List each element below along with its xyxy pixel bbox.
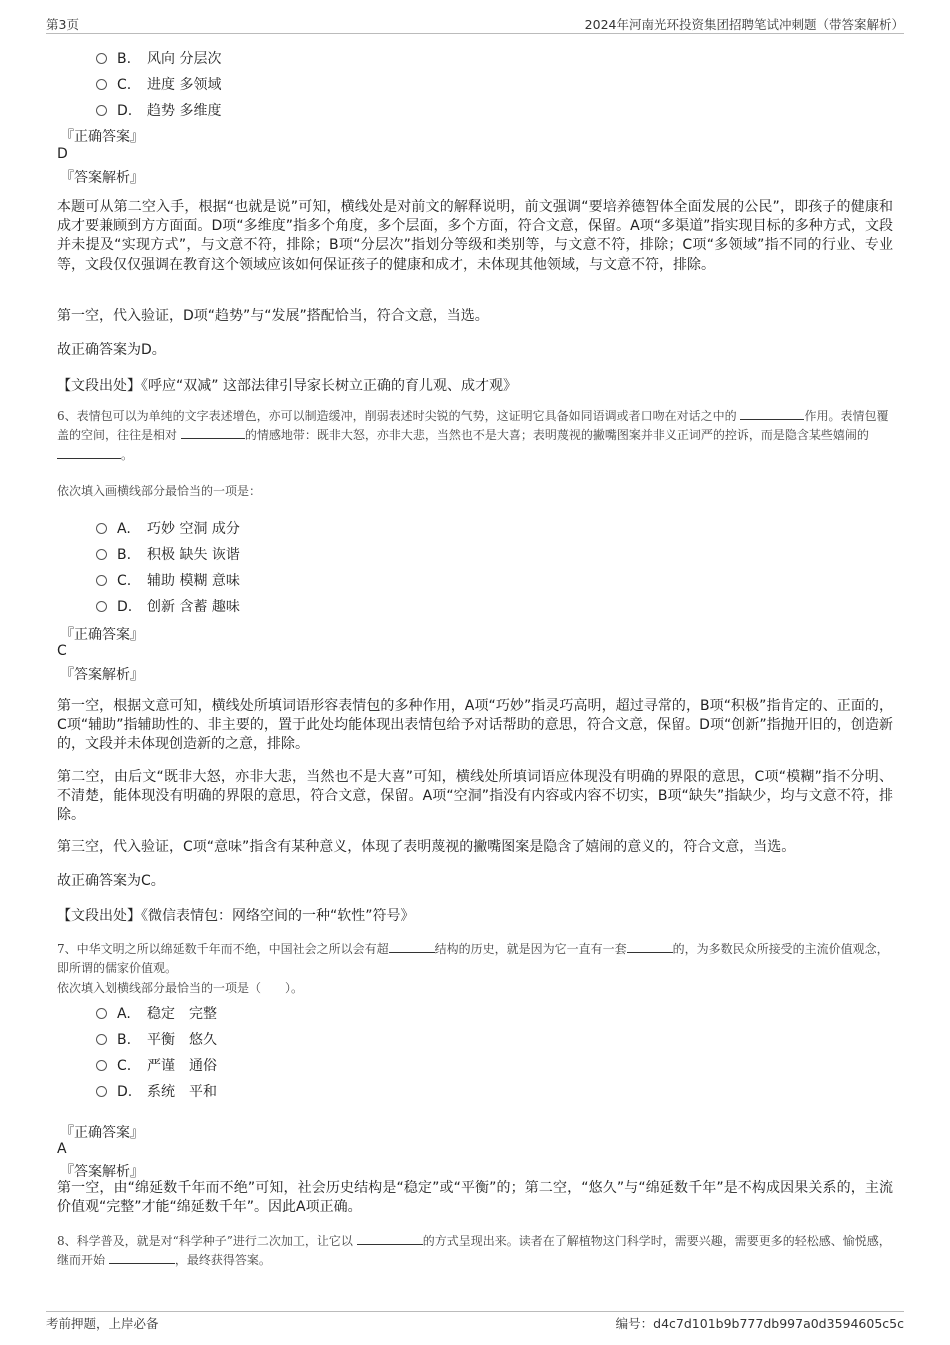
option-c[interactable]: C. 辅助 模糊 意味: [96, 570, 240, 590]
option-d[interactable]: D. 系统 平和: [96, 1081, 217, 1101]
radio-icon[interactable]: [96, 79, 107, 90]
answer-value: C: [57, 643, 67, 659]
option-a[interactable]: A. 稳定 完整: [96, 1003, 217, 1023]
source-citation: 【文段出处】《微信表情包：网络空间的一种“软性”符号》: [57, 908, 415, 924]
blank-line: [627, 941, 673, 953]
radio-icon[interactable]: [96, 1034, 107, 1045]
blank-line: [57, 447, 121, 459]
question-stem: 8、科学普及，就是对“科学种子”进行二次加工，让它以 的方式呈现出来。读者在了解植物这门科学时，需要兴趣，需要更多的轻松感、愉悦感，继而开始 ，最终获得答案。: [57, 1234, 891, 1268]
radio-icon[interactable]: [96, 1008, 107, 1019]
analysis-label: 『答案解析』: [60, 667, 144, 683]
question-prompt: 依次填入画横线部分最恰当的一项是：: [57, 484, 262, 498]
analysis-paragraph: 第一空，由“绵延数千年而不绝”可知，社会历史结构是“稳定”或“平衡”的；第二空，“悠久”与“绵延数千年”是不构成因果关系的，主流价值观“完整”才能“绵延数千年”。因此A项正确。: [57, 1180, 893, 1216]
option-c[interactable]: C. 进度 多领域: [96, 74, 221, 94]
answer-label: 『正确答案』: [60, 627, 144, 643]
radio-icon[interactable]: [96, 575, 107, 586]
answer-label: 『正确答案』: [60, 129, 144, 145]
header-divider: [46, 33, 904, 34]
analysis-label: 『答案解析』: [60, 170, 144, 186]
analysis-paragraph: 故正确答案为C。: [57, 873, 165, 889]
blank-line: [181, 427, 245, 439]
document-title: 2024年河南光环投资集团招聘笔试冲刺题（带答案解析）: [584, 17, 904, 32]
radio-icon[interactable]: [96, 523, 107, 534]
analysis-paragraph: 第一空，代入验证，D项“趋势”与“发展”搭配恰当，符合文意，当选。: [57, 308, 489, 324]
option-d[interactable]: D. 创新 含蓄 趣味: [96, 596, 240, 616]
radio-icon[interactable]: [96, 1060, 107, 1071]
analysis-paragraph: 故正确答案为D。: [57, 342, 166, 358]
option-a[interactable]: A. 巧妙 空洞 成分: [96, 518, 240, 538]
document-code: 编号：d4c7d101b9b777db997a0d3594605c5c: [615, 1316, 904, 1331]
radio-icon[interactable]: [96, 601, 107, 612]
footer-slogan: 考前押题，上岸必备: [46, 1316, 159, 1331]
option-b[interactable]: B. 风向 分层次: [96, 48, 221, 68]
question-stem: 6、表情包可以为单纯的文字表述增色，亦可以制造缓冲，削弱表述时尖锐的气势，这证明它具备如同语调或者口吻在对话之中的 作用。表情包覆盖的空间，往往是相对 的情感地带：既非大怒，亦非大悲，当然也不是大喜；表明蔑视的撇嘴图案并非义正词严的控诉，而是隐含某些嬉闹的 。: [57, 409, 889, 462]
answer-label: 『正确答案』: [60, 1125, 144, 1141]
radio-icon[interactable]: [96, 53, 107, 64]
blank-line: [389, 941, 435, 953]
option-c[interactable]: C. 严谨 通俗: [96, 1055, 217, 1075]
analysis-paragraph: 第二空，由后文“既非大怒，亦非大悲，当然也不是大喜”可知，横线处所填词语应体现没有明确的界限的意思，C项“模糊”指不分明、不清楚，能体现没有明确的界限的意思，符合文意，保留。A项“空洞”指没有内容或内容不切实，B项“缺失”指缺少，均与文意不符，排除。: [57, 769, 893, 824]
analysis-paragraph: 第三空，代入验证，C项“意味”指含有某种意义，体现了表明蔑视的撇嘴图案是隐含了嬉闹的意义的，符合文意，当选。: [57, 839, 796, 855]
analysis-paragraph: 第一空，根据文意可知，横线处所填词语形容表情包的多种作用，A项“巧妙”指灵巧高明，超过寻常的，B项“积极”指肯定的、正面的，C项“辅助”指辅助性的、非主要的，置于此处均能体现出表情包给予对话帮助的意思，符合文意，保留。D项“创新”指抛开旧的，创造新的，文段并未体现创造新的之意，排除。: [57, 698, 893, 753]
answer-value: A: [57, 1141, 67, 1157]
analysis-label: 『答案解析』: [60, 1164, 144, 1180]
footer-divider: [46, 1311, 904, 1312]
blank-line: [109, 1252, 175, 1264]
question-prompt: 依次填入划横线部分最恰当的一项是（ ）。: [57, 981, 304, 995]
blank-line: [740, 408, 804, 420]
page-number: 第3页: [46, 17, 79, 32]
radio-icon[interactable]: [96, 105, 107, 116]
radio-icon[interactable]: [96, 1086, 107, 1097]
question-stem: 7、中华文明之所以绵延数千年而不绝，中国社会之所以会有超 结构的历史，就是因为它一直有一套 的，为多数民众所接受的主流价值观念，即所谓的儒家价值观。: [57, 942, 889, 976]
option-b[interactable]: B. 积极 缺失 诙谐: [96, 544, 240, 564]
radio-icon[interactable]: [96, 549, 107, 560]
option-d[interactable]: D. 趋势 多维度: [96, 100, 221, 120]
analysis-paragraph: 本题可从第二空入手，根据“也就是说”可知，横线处是对前文的解释说明，前文强调“要培养德智体全面发展的公民”，即孩子的健康和成才要兼顾到方方面面。D项“多维度”指多个角度，多个层面，多个方面，符合文意，保留。A项“多渠道”指实现目标的多种方式，文段并未提及“实现方式”，与文意不符，排除；B项“分层次”指划分等级和类别等，与文意不符，排除；C项“多领域”指不同的行业、专业等，文段仅仅强调在教育这个领域应该如何保证孩子的健康和成才，未体现其他领域，与文意不符，排除。: [57, 199, 893, 273]
source-citation: 【文段出处】《呼应“双减” 这部法律引导家长树立正确的育儿观、成才观》: [57, 378, 517, 394]
blank-line: [357, 1233, 423, 1245]
option-b[interactable]: B. 平衡 悠久: [96, 1029, 217, 1049]
answer-value: D: [57, 146, 68, 162]
